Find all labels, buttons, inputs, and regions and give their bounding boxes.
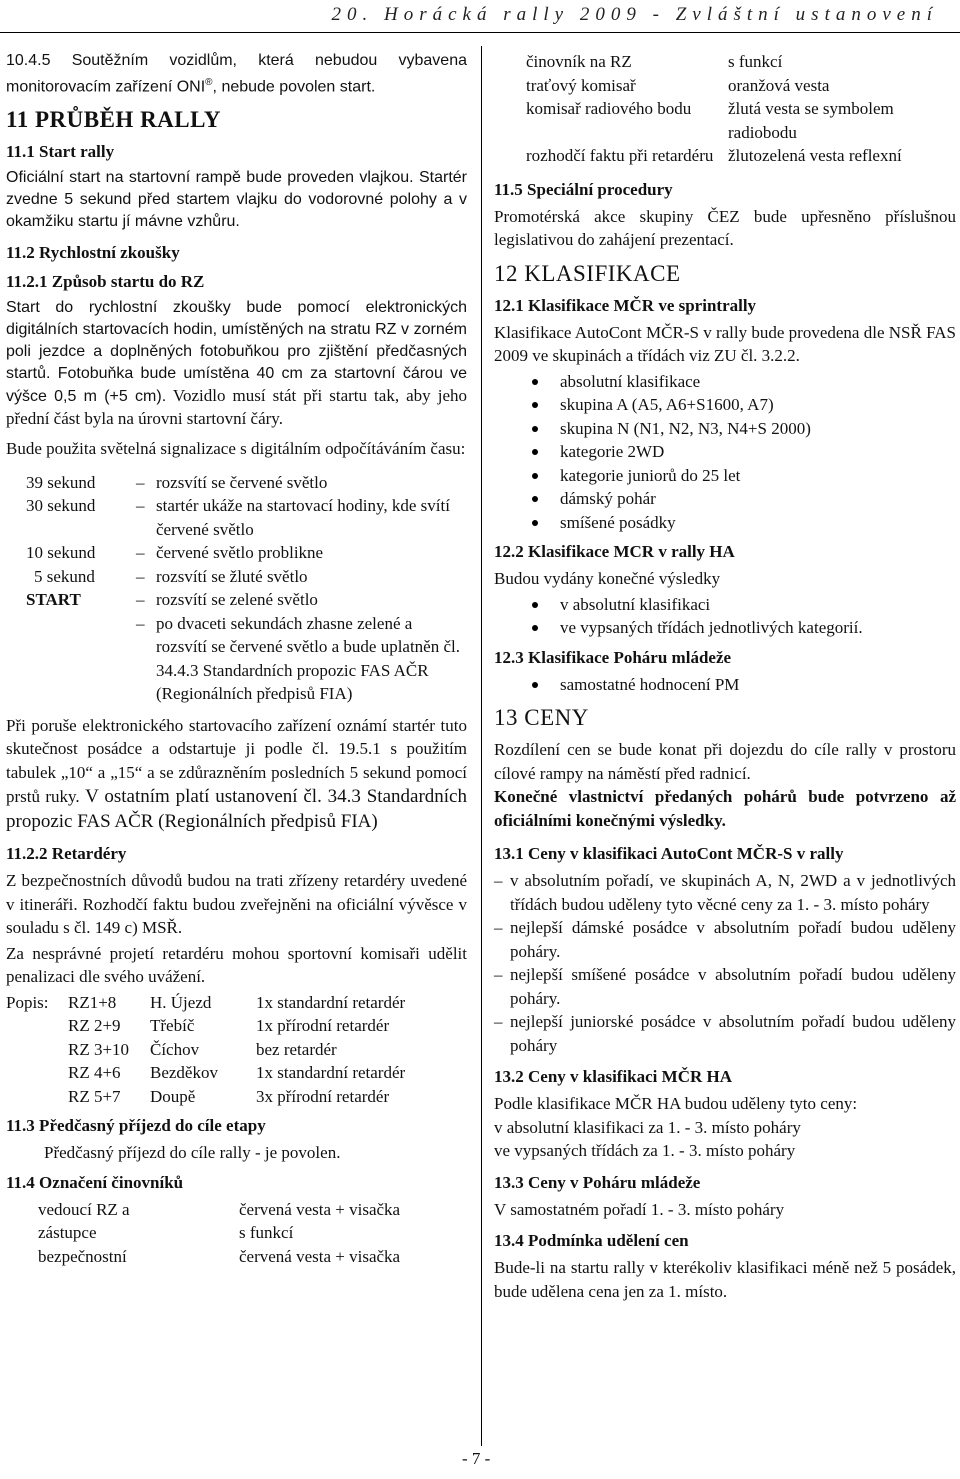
bullet-icon <box>532 426 538 432</box>
list-item <box>494 593 956 617</box>
list-text: absolutní klasifikace <box>560 371 701 391</box>
dash: – <box>136 566 145 586</box>
role-cell: činovník na RZ <box>526 52 632 71</box>
list-item <box>494 417 956 441</box>
heading-13-4: 13.4 Podmínka udělení cen <box>494 1231 689 1250</box>
cd-desc: rozsvítí se červené světlo <box>156 472 328 492</box>
bullet-icon <box>532 602 538 608</box>
list-item <box>494 673 956 697</box>
place-cell: H. Újezd <box>150 992 212 1012</box>
p-text-2: V ostatním platí ustanovení čl. 34.3 Standardních propozic FAS AČR (Regionálních předpisů FIA) <box>6 786 467 833</box>
place-cell: Třebíč <box>150 1016 195 1036</box>
heading-11-2-2: 11.2.2 Retardéry <box>6 844 127 864</box>
paragraph-porucha <box>6 714 467 835</box>
list-item <box>494 616 956 640</box>
list-text: kategorie 2WD <box>560 442 665 461</box>
list-item <box>494 393 956 417</box>
list-text: samostatné hodnocení PM <box>560 674 740 694</box>
countdown-list <box>26 471 467 706</box>
paragraph-13-3: V samostatném pořadí 1. - 3. místo poháry <box>494 1199 785 1219</box>
heading-13-2: 13.2 Ceny v klasifikaci MČR HA <box>494 1067 732 1086</box>
heading-13-3: 13.3 Ceny v Poháru mládeže <box>494 1172 701 1192</box>
mark-cell: žlutá vesta se symbolem radiobodu <box>728 99 894 142</box>
heading-12: 12 KLASIFIKACE <box>494 260 681 286</box>
rz-cell: RZ 5+7 <box>68 1086 121 1106</box>
dash: – <box>136 613 145 633</box>
p-text: Start do rychlostní zkoušky bude pomocí elektronických digitálních startovacích hodin, umístěných na stratu RZ v zorném poli jezdce a doplněných fotobuňkou pro zjištění předčasných startů. Fotobuňka bude umístěna 40 cm za startovní čárou ve výšce 0,5 m (+5 cm). <box>6 299 467 406</box>
list-text: smíšené posádky <box>560 512 676 532</box>
heading-13: 13 CENY <box>494 705 589 730</box>
list-13-1 <box>494 869 956 1057</box>
bullet-icon <box>532 496 538 502</box>
paragraph-11-3: Předčasný příjezd do cíle rally - je povolen. <box>44 1143 341 1163</box>
role-cell: bezpečnostní <box>38 1246 127 1266</box>
list-text: v absolutním pořadí, ve skupinách A, N, 2WD a v jednotlivých třídách budou uděleny tyto věcné ceny za 1. - 3. místo poháry <box>510 871 956 914</box>
paragraph-11-2-1 <box>6 297 467 431</box>
p-text-2: Vozidlo musí stát při startu tak, aby jeho přední část byla na úrovni startovní čáry. <box>6 386 467 429</box>
heading-12-1: 12.1 Klasifikace MČR ve sprintrally <box>494 295 757 315</box>
heading-13-1: 13.1 Ceny v klasifikaci AutoCont MČR-S v rally <box>494 844 844 863</box>
cd-time <box>26 612 136 706</box>
list-item <box>494 370 956 394</box>
type-cell: 1x standardní retardér <box>256 1063 406 1083</box>
bullet-icon <box>532 520 538 526</box>
officials-table-left <box>6 1198 467 1269</box>
column-divider <box>481 46 482 1446</box>
cd-desc: červené světlo problikne <box>156 543 324 563</box>
heading-11-3: 11.3 Předčasný příjezd do cíle etapy <box>6 1116 266 1136</box>
heading-12-2: 12.2 Klasifikace MCR v rally HA <box>494 542 735 561</box>
role-cell: traťový komisař <box>526 75 636 95</box>
list-text: nejlepší smíšené posádce v absolutním pořadí budou uděleny poháry. <box>510 965 956 1008</box>
list-12-2 <box>494 593 956 640</box>
paragraph-13b: Konečné vlastnictví předaných pohárů bude potvrzeno až oficiálními konečnými výsledky. <box>494 787 956 830</box>
cd-desc: rozsvítí se zelené světlo <box>156 590 318 610</box>
popis-label: Popis: <box>6 992 49 1012</box>
registered-mark: ® <box>205 77 213 88</box>
heading-11-5: 11.5 Speciální procedury <box>494 179 673 199</box>
dash: – <box>136 543 145 563</box>
role-cell: komisař radiového bodu <box>526 99 692 118</box>
paragraph-11-2-2b: Za nesprávné projetí retardéru mohou sportovní komisaři udělit penalizaci dle svého uvážení. <box>6 943 467 987</box>
list-item <box>494 1010 956 1057</box>
list-12-3 <box>494 673 956 697</box>
mark-cell: s funkcí <box>239 1223 294 1243</box>
bullet-icon <box>532 379 538 385</box>
heading-11-1: 11.1 Start rally <box>6 142 115 162</box>
list-item <box>494 916 956 963</box>
paragraph-13-2b: v absolutní klasifikaci za 1. - 3. místo poháry <box>494 1117 801 1137</box>
rz-cell: RZ 2+9 <box>68 1016 121 1036</box>
list-text: skupina N (N1, N2, N3, N4+S 2000) <box>560 418 811 438</box>
mark-cell: červená vesta + visačka <box>239 1246 401 1266</box>
rz-cell: RZ 4+6 <box>68 1063 121 1083</box>
dash-icon: – <box>494 871 503 890</box>
paragraph-11-5: Promotérská akce skupiny ČEZ bude upřesněno příslušnou legislativou do zahájení prezentací. <box>494 206 956 249</box>
list-12-1 <box>494 370 956 535</box>
type-cell: 1x standardní retardér <box>256 992 406 1012</box>
paragraph-13-4: Bude-li na startu rally v kterékoliv klasifikaci méně než 5 posádek, bude udělena cena jen za 1. místo. <box>494 1258 956 1301</box>
role-cell: rozhodčí faktu při retardéru <box>526 146 714 165</box>
p-text: 10.4.5 Soutěžním vozidlům, která nebudou vybavena monitorovacím zařízení ONI <box>6 52 467 96</box>
retarder-table <box>6 991 467 1109</box>
dash: – <box>136 472 145 492</box>
paragraph-12-1: Klasifikace AutoCont MČR-S v rally bude provedena dle NSŘ FAS 2009 ve skupinách a třídách viz ZU čl. 3.2.2. <box>494 322 956 365</box>
list-text: dámský pohár <box>560 489 656 508</box>
heading-11: 11 PRŮBĚH RALLY <box>6 107 221 133</box>
paragraph-11-2-2a: Z bezpečnostních důvodů budou na trati zřízeny retardéry uvedené v itineráři. Rozhodčí faktu budou zveřejněni na oficiální vývěsce v souladu s čl. 149 c) MSŘ. <box>6 871 467 938</box>
mark-cell: s funkcí <box>728 52 783 71</box>
place-cell: Doupě <box>150 1086 196 1106</box>
place-cell: Bezděkov <box>150 1063 218 1083</box>
cd-time: START <box>26 590 81 610</box>
rz-cell: RZ 3+10 <box>68 1039 130 1059</box>
cd-desc: startér ukáže na startovací hodiny, kde svítí červené světlo <box>156 496 450 539</box>
paragraph-13-2a: Podle klasifikace MČR HA budou uděleny tyto ceny: <box>494 1094 858 1113</box>
list-text: nejlepší dámské posádce v absolutním pořadí budou uděleny poháry. <box>510 918 956 961</box>
dash-icon: – <box>494 918 503 937</box>
p-text-end: , nebude povolen start. <box>212 78 376 96</box>
paragraph-13a: Rozdílení cen se bude konat při dojezdu do cíle rally v prostoru cílové rampy na náměstí před radnicí. <box>494 740 956 783</box>
running-header: 20. Horácká rally 2009 - Zvláštní ustanovení <box>331 4 938 25</box>
paragraph-signal: Bude použita světelná signalizace s digitálním odpočítáváním času: <box>6 439 466 459</box>
bullet-icon <box>532 449 538 455</box>
cd-time: 10 sekund <box>26 543 96 563</box>
list-text: kategorie juniorů do 25 let <box>560 465 741 485</box>
heading-11-2-1: 11.2.1 Způsob startu do RZ <box>6 272 205 292</box>
dash: – <box>136 590 145 610</box>
list-item <box>494 869 956 916</box>
cd-desc: po dvaceti sekundách zhasne zelené a rozsvítí se červené světlo a bude uplatněn čl. 34.4.3 Standardních propozic FAS AČR (Regionálních předpisů FIA) <box>156 613 460 704</box>
list-text: skupina A (A5, A6+S1600, A7) <box>560 395 774 414</box>
cd-time: 30 sekund <box>26 496 96 516</box>
dash-icon: – <box>494 965 503 984</box>
role-cell: zástupce <box>38 1223 97 1243</box>
list-item <box>494 487 956 511</box>
mark-cell: oranžová vesta <box>728 75 830 95</box>
left-column <box>6 50 467 1268</box>
p-text: Při poruše elektronického startovacího zařízení oznámí startér tuto skutečnost posádce a odstartuje ji podle čl. 19.5.1 s použitím tabulek „10“ a „15“ a se zdůrazněním posledních 5 sekund pomocí prstů ruky. <box>6 715 467 807</box>
paragraph-10-4-5 <box>6 50 467 98</box>
bullet-icon <box>532 473 538 479</box>
list-text: nejlepší juniorské posádce v absolutním pořadí budou uděleny poháry <box>510 1012 956 1055</box>
list-item <box>494 963 956 1010</box>
cd-time: 39 sekund <box>26 472 96 492</box>
list-item <box>494 511 956 535</box>
type-cell: 1x přírodní retardér <box>256 1016 390 1036</box>
list-item <box>494 464 956 488</box>
paragraph-12-2: Budou vydány konečné výsledky <box>494 569 721 588</box>
paragraph-11-1: Oficiální start na startovní rampě bude proveden vlajkou. Startér zvedne 5 sekund před startem vlajku do vodorovné polohy a v okamžiku startu jí mávne vzhůru. <box>6 169 467 231</box>
list-item <box>494 440 956 464</box>
mark-cell: červená vesta + visačka <box>239 1199 401 1219</box>
paragraph-13-2c: ve vypsaných třídách za 1. - 3. místo poháry <box>494 1141 796 1160</box>
bullet-icon <box>532 682 538 688</box>
cd-time: 5 sekund <box>34 566 95 586</box>
type-cell: bez retardér <box>256 1039 337 1059</box>
bullet-icon <box>532 402 538 408</box>
list-text: v absolutní klasifikaci <box>560 594 711 614</box>
cd-desc: rozsvítí se žluté světlo <box>156 566 308 586</box>
bullet-icon <box>532 625 538 631</box>
mark-cell: žlutozelená vesta reflexní <box>728 146 902 165</box>
header-rule <box>0 32 960 33</box>
type-cell: 3x přírodní retardér <box>256 1086 390 1106</box>
right-column <box>494 50 956 1309</box>
heading-11-4: 11.4 Označení činovníků <box>6 1172 184 1192</box>
page-number: - 7 - <box>462 1449 491 1468</box>
officials-table-right <box>494 50 956 168</box>
heading-12-3: 12.3 Klasifikace Poháru mládeže <box>494 647 732 667</box>
dash: – <box>136 496 145 516</box>
list-text: ve vypsaných třídách jednotlivých kategorií. <box>560 618 863 637</box>
heading-11-2: 11.2 Rychlostní zkoušky <box>6 243 180 263</box>
place-cell: Číchov <box>150 1039 200 1059</box>
dash-icon: – <box>494 1012 503 1031</box>
role-cell: vedoucí RZ a <box>38 1199 130 1219</box>
rz-cell: RZ1+8 <box>68 992 117 1012</box>
